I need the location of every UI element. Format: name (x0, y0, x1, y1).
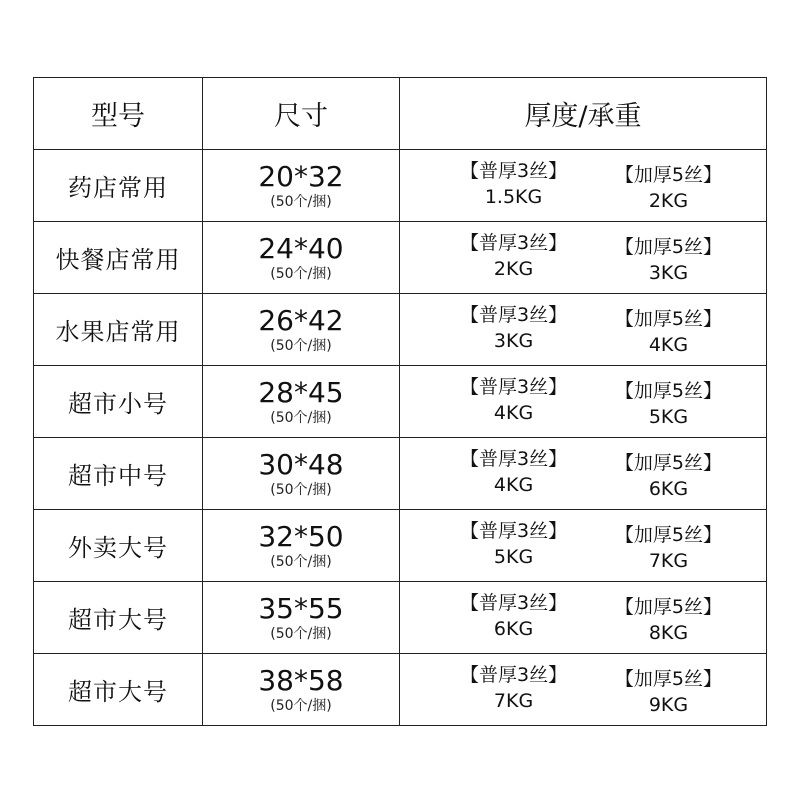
grade-thick-load: 8KG (648, 621, 689, 644)
grade-thick-label: 【加厚5丝】 (614, 523, 722, 546)
model-name: 超市大号 (68, 606, 168, 634)
grade-standard-load: 3KG (493, 329, 534, 352)
pack-quantity: (50个/捆) (270, 625, 332, 642)
pack-quantity: (50个/捆) (270, 265, 332, 282)
grade-standard (460, 158, 567, 214)
grade-thick-label: 【加厚5丝】 (614, 667, 722, 690)
grade-standard-label: 【普厚3丝】 (460, 591, 568, 614)
size-value: 28*45 (258, 375, 344, 409)
size-value: 38*58 (258, 663, 344, 697)
grade-standard (460, 374, 567, 430)
thickness-cell (400, 222, 767, 294)
table-row (34, 222, 767, 294)
thickness-grades (400, 590, 766, 646)
thickness-grades (400, 374, 766, 430)
header-row (34, 78, 767, 150)
model-cell (34, 150, 203, 222)
model-cell (34, 222, 203, 294)
header-thickness: 厚度/承重 (400, 78, 767, 150)
size-value: 30*48 (258, 447, 344, 481)
model-cell (34, 294, 203, 366)
thickness-grades (400, 446, 766, 502)
grade-thick-load: 7KG (648, 549, 689, 572)
model-cell (34, 582, 203, 654)
grade-standard (460, 662, 567, 718)
table-row (34, 510, 767, 582)
model-name: 超市中号 (68, 462, 168, 490)
grade-thick-load: 5KG (648, 405, 689, 428)
grade-thick-label: 【加厚5丝】 (614, 379, 722, 402)
spec-table-body (34, 78, 767, 726)
table-row (34, 438, 767, 510)
pack-quantity: (50个/捆) (270, 553, 332, 570)
grade-standard-label: 【普厚3丝】 (460, 663, 568, 686)
grade-thick (615, 522, 722, 574)
grade-standard-load: 1.5KG (484, 185, 543, 208)
size-value: 24*40 (258, 231, 344, 265)
table-row (34, 654, 767, 726)
table-row (34, 294, 767, 366)
size-value: 26*42 (258, 303, 344, 337)
grade-thick-load: 9KG (648, 693, 689, 716)
grade-thick-label: 【加厚5丝】 (614, 307, 722, 330)
header-model: 型号 (34, 78, 203, 150)
grade-standard (460, 446, 567, 502)
size-cell (203, 438, 400, 510)
grade-thick (615, 450, 722, 502)
grade-standard-load: 5KG (493, 545, 534, 568)
grade-standard-label: 【普厚3丝】 (460, 159, 568, 182)
model-name: 快餐店常用 (55, 246, 181, 274)
thickness-cell (400, 582, 767, 654)
model-name: 水果店常用 (55, 318, 181, 346)
header-size: 尺寸 (203, 78, 400, 150)
grade-standard-label: 【普厚3丝】 (460, 519, 568, 542)
pack-quantity: (50个/捆) (270, 409, 332, 426)
thickness-grades (400, 662, 766, 718)
size-cell (203, 582, 400, 654)
thickness-grades (400, 158, 766, 214)
grade-standard-load: 7KG (493, 689, 534, 712)
pack-quantity: (50个/捆) (270, 481, 332, 498)
size-cell (203, 222, 400, 294)
thickness-cell (400, 366, 767, 438)
thickness-grades (400, 302, 766, 358)
size-value: 35*55 (258, 591, 344, 625)
thickness-grades (400, 230, 766, 286)
grade-standard-load: 6KG (493, 617, 534, 640)
model-cell (34, 654, 203, 726)
grade-thick-load: 3KG (648, 261, 689, 284)
grade-thick-label: 【加厚5丝】 (614, 163, 722, 186)
grade-standard-load: 2KG (493, 257, 534, 280)
size-cell (203, 654, 400, 726)
grade-thick-load: 2KG (648, 189, 689, 212)
grade-standard-label: 【普厚3丝】 (460, 231, 568, 254)
grade-thick-load: 6KG (648, 477, 689, 500)
thickness-cell (400, 654, 767, 726)
thickness-cell (400, 438, 767, 510)
table-row (34, 582, 767, 654)
model-name: 超市小号 (68, 390, 168, 418)
grade-standard-label: 【普厚3丝】 (460, 303, 568, 326)
model-name: 超市大号 (68, 678, 168, 706)
thickness-cell (400, 510, 767, 582)
grade-standard-label: 【普厚3丝】 (460, 447, 568, 470)
grade-standard-label: 【普厚3丝】 (460, 375, 568, 398)
pack-quantity: (50个/捆) (270, 697, 332, 714)
pack-quantity: (50个/捆) (270, 193, 332, 210)
thickness-cell (400, 294, 767, 366)
grade-standard (460, 302, 567, 358)
table-row (34, 366, 767, 438)
grade-thick (615, 306, 722, 358)
thickness-cell (400, 150, 767, 222)
grade-thick (615, 378, 722, 430)
grade-thick (615, 162, 722, 214)
spec-table (33, 77, 767, 726)
model-name: 药店常用 (68, 174, 168, 202)
grade-standard (460, 518, 567, 574)
size-value: 32*50 (258, 519, 344, 553)
size-cell (203, 150, 400, 222)
model-cell (34, 366, 203, 438)
size-value: 20*32 (258, 159, 344, 193)
grade-standard (460, 590, 567, 646)
grade-thick-label: 【加厚5丝】 (614, 595, 722, 618)
thickness-grades (400, 518, 766, 574)
model-name: 外卖大号 (68, 534, 168, 562)
size-cell (203, 366, 400, 438)
grade-thick (615, 234, 722, 286)
grade-thick-load: 4KG (648, 333, 689, 356)
model-cell (34, 510, 203, 582)
grade-standard (460, 230, 567, 286)
grade-standard-load: 4KG (493, 401, 534, 424)
grade-thick-label: 【加厚5丝】 (614, 451, 722, 474)
grade-standard-load: 4KG (493, 473, 534, 496)
table-row (34, 150, 767, 222)
size-cell (203, 510, 400, 582)
pack-quantity: (50个/捆) (270, 337, 332, 354)
size-cell (203, 294, 400, 366)
grade-thick (615, 594, 722, 646)
grade-thick-label: 【加厚5丝】 (614, 235, 722, 258)
model-cell (34, 438, 203, 510)
grade-thick (615, 666, 722, 718)
